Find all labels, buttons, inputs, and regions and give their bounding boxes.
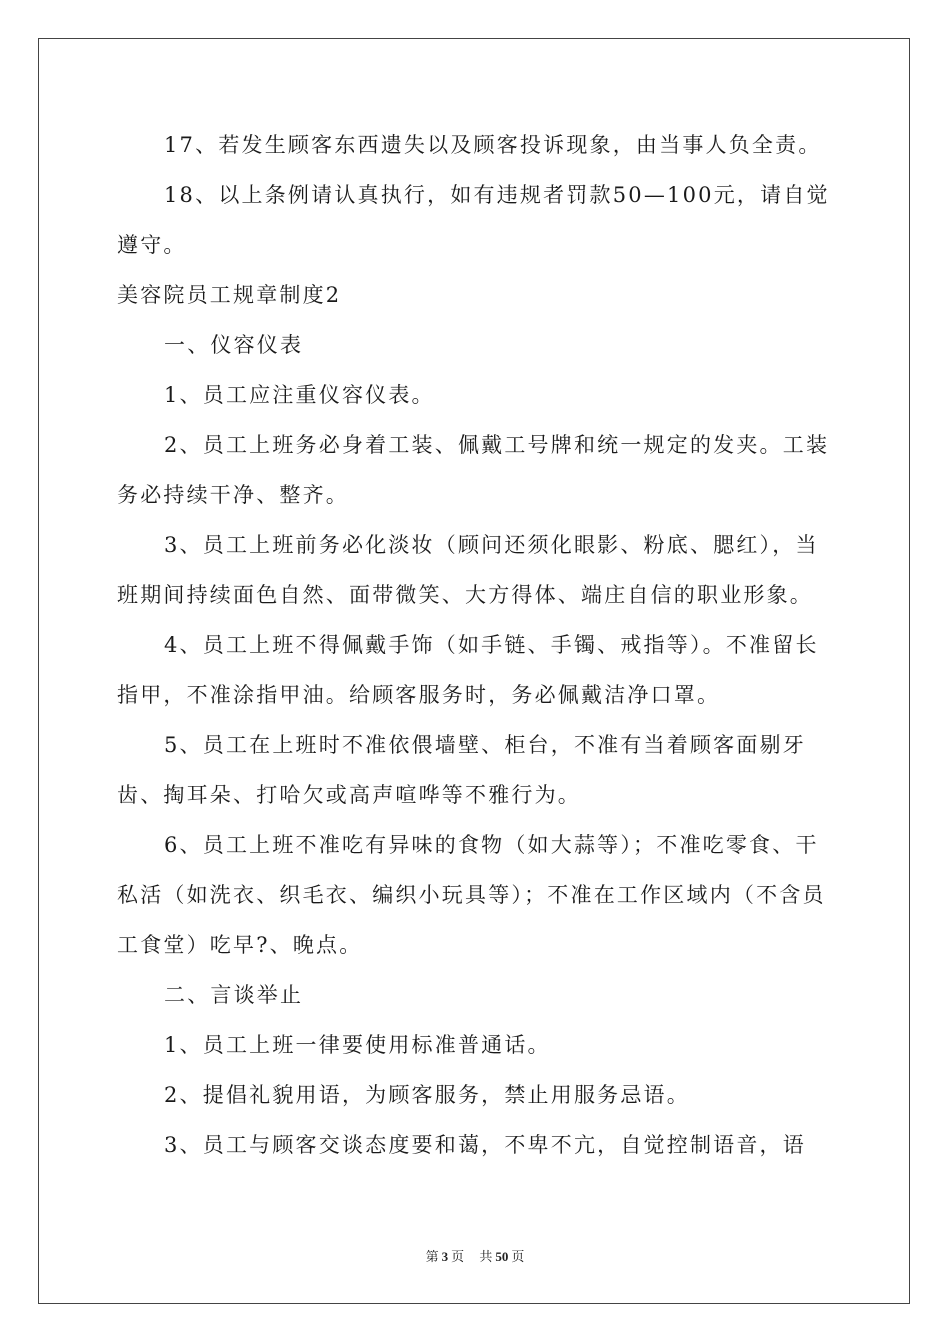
page-total	[476, 1249, 527, 1264]
paragraph-17: 17、若发生顾客东西遗失以及顾客投诉现象，由当事人负全责。	[164, 133, 822, 157]
conduct-item-1: 1、员工上班一律要使用标准普通话。	[164, 1033, 551, 1057]
page-label-prefix: 第	[425, 1249, 439, 1264]
total-count: 50	[495, 1249, 509, 1264]
appearance-item-1: 1、员工应注重仪容仪表。	[164, 383, 435, 407]
document-body	[117, 120, 837, 1170]
conduct-item-3: 3、员工与顾客交谈态度要和蔼，不卑不亢，自觉控制语音，语	[164, 1133, 806, 1157]
paragraph-18: 18、以上条例请认真执行，如有违规者罚款50—100元，请自觉遵守。	[117, 183, 830, 257]
section-title: 美容院员工规章制度2	[117, 283, 342, 307]
appearance-item-4: 4、员工上班不得佩戴手饰（如手链、手镯、戒指等）。不准留长指甲，不准涂指甲油。给顾客服务时，务必佩戴洁净口罩。	[117, 633, 819, 707]
appearance-item-5: 5、员工在上班时不准依偎墙壁、柜台，不准有当着顾客面剔牙齿、掏耳朵、打哈欠或高声喧哗等不雅行为。	[117, 733, 806, 807]
page-number	[423, 1249, 468, 1264]
appearance-item-6: 6、员工上班不准吃有异味的食物（如大蒜等）；不准吃零食、干私活（如洗衣、织毛衣、编织小玩具等）；不准在工作区域内（不含员工食堂）吃早?、晚点。	[117, 833, 826, 957]
page-label-suffix: 页	[451, 1249, 465, 1264]
heading-conduct: 二、言谈举止	[164, 983, 304, 1007]
page-current: 3	[441, 1249, 449, 1264]
total-suffix: 页	[511, 1249, 525, 1264]
total-prefix: 共	[479, 1249, 493, 1264]
conduct-item-2: 2、提倡礼貌用语，为顾客服务，禁止用服务忌语。	[164, 1083, 690, 1107]
heading-appearance: 一、仪容仪表	[164, 333, 304, 357]
page-footer	[0, 1246, 950, 1265]
appearance-item-2: 2、员工上班务必身着工装、佩戴工号牌和统一规定的发夹。工装务必持续干净、整齐。	[117, 433, 830, 507]
appearance-item-3: 3、员工上班前务必化淡妆（顾问还须化眼影、粉底、腮红），当班期间持续面色自然、面带微笑、大方得体、端庄自信的职业形象。	[117, 533, 819, 607]
